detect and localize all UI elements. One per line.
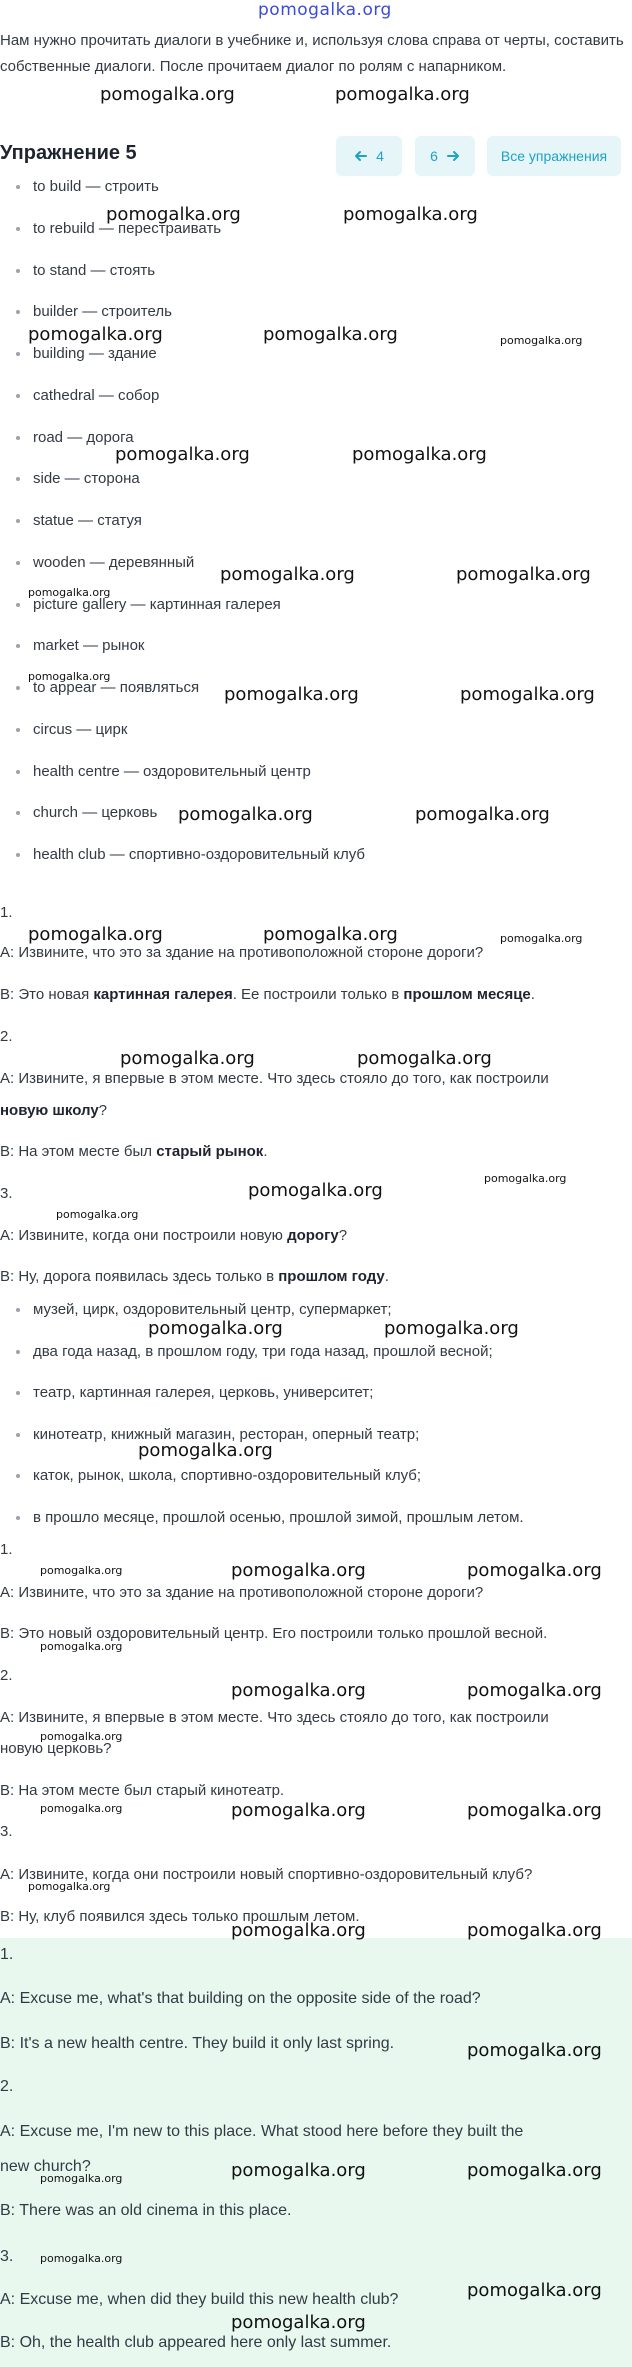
dialog-highlight: новую школу: [0, 1102, 99, 1119]
dialog-line: [0, 1268, 389, 1285]
watermark: pomogalka.org: [467, 2160, 602, 2181]
watermark: pomogalka.org: [40, 2172, 123, 2185]
watermark: pomogalka.org: [28, 924, 163, 945]
list-item: wooden — деревянный: [0, 552, 632, 594]
dialog-line: B: There was an old cinema in this place.: [0, 2202, 292, 2219]
watermark: pomogalka.org: [40, 1730, 123, 1743]
list-item: в прошло месяце, прошлой осенью, прошлой зимой, прошлым летом.: [0, 1507, 632, 1549]
watermark: pomogalka.org: [231, 1800, 366, 1821]
watermark: pomogalka.org: [460, 684, 595, 705]
watermark: pomogalka.org: [115, 444, 250, 465]
all-exercises-button[interactable]: [487, 136, 621, 176]
list-item: каток, рынок, школа, спортивно-оздоровительный клуб;: [0, 1465, 632, 1507]
dialog-line: [0, 1227, 347, 1244]
list-item: market — рынок: [0, 635, 632, 677]
dialog-line: [0, 986, 535, 1003]
watermark: pomogalka.org: [231, 1920, 366, 1941]
dialog-text: . Ее построили только в: [232, 986, 404, 1003]
dialog-text: ?: [338, 1227, 348, 1244]
list-item: road — дорога: [0, 427, 632, 469]
dialog-line: В: На этом месте был старый кинотеатр.: [0, 1782, 285, 1799]
watermark: pomogalka.org: [335, 84, 470, 105]
watermark: pomogalka.org: [40, 1564, 123, 1577]
watermark: pomogalka.org: [467, 1800, 602, 1821]
dialog-text: .: [530, 986, 535, 1003]
watermark: pomogalka.org: [40, 2252, 123, 2265]
page-title: Упражнение 5: [0, 142, 137, 164]
list-item: building — здание: [0, 343, 632, 385]
list-item: to appear — появляться: [0, 677, 632, 719]
dialog-text: В: Ну, дорога появилась здесь только в: [0, 1268, 279, 1285]
arrow-right-icon: [446, 149, 460, 163]
watermark: pomogalka.org: [456, 564, 591, 585]
watermark: pomogalka.org: [231, 1560, 366, 1581]
watermark: pomogalka.org: [384, 1318, 519, 1339]
watermark: pomogalka.org: [28, 1880, 111, 1893]
dialog-text: .: [263, 1143, 268, 1160]
dialog-text: .: [384, 1268, 389, 1285]
watermark: pomogalka.org: [415, 804, 550, 825]
dialog-line: A: Excuse me, I'm new to this place. What stood here before they built the: [0, 2123, 524, 2140]
dialog-number: 1.: [0, 904, 13, 921]
dialog-line: A: Excuse me, when did they build this new health club?: [0, 2291, 399, 2308]
dialog-number: 3.: [0, 2248, 14, 2265]
watermark: pomogalka.org: [357, 1048, 492, 1069]
dialog-highlight: старый рынок: [156, 1143, 264, 1160]
dialog-text: В: Это новая: [0, 986, 94, 1003]
watermark: pomogalka.org: [231, 1680, 366, 1701]
phrases-list: [0, 1299, 632, 1548]
watermark: pomogalka.org: [484, 1172, 567, 1185]
dialog-highlight: прошлом месяце: [403, 986, 531, 1003]
watermark: pomogalka.org: [263, 924, 398, 945]
watermark: pomogalka.org: [138, 1440, 273, 1461]
watermark: pomogalka.org: [467, 1920, 602, 1941]
watermark: pomogalka.org: [467, 2280, 602, 2301]
watermark: pomogalka.org: [224, 684, 359, 705]
prev-exercise-label: 4: [376, 148, 384, 164]
answer-block: [0, 1938, 632, 2367]
list-item: picture gallery — картинная галерея: [0, 594, 632, 636]
list-item: church — церковь: [0, 802, 632, 844]
watermark: pomogalka.org: [56, 1208, 139, 1221]
watermark: pomogalka.org: [220, 564, 355, 585]
dialog-text: В: На этом месте был: [0, 1143, 157, 1160]
dialog-line: new church?: [0, 2158, 91, 2175]
dialog-line: А: Извините, я впервые в этом месте. Что здесь стояло до того, как построили: [0, 1070, 549, 1087]
dialog-highlight: прошлом году: [278, 1268, 385, 1285]
watermark: pomogalka.org: [28, 670, 111, 683]
list-item: cathedral — собор: [0, 385, 632, 427]
prev-exercise-button[interactable]: [336, 136, 402, 176]
dialog-text: ?: [98, 1102, 108, 1119]
dialog-line: B: It's a new health centre. They build it only last spring.: [0, 2035, 395, 2052]
watermark: pomogalka.org: [231, 2312, 366, 2333]
watermark: pomogalka.org: [467, 1680, 602, 1701]
arrow-left-icon: [354, 149, 368, 163]
site-logo[interactable]: pomogalka.org: [258, 0, 392, 20]
dialog-line: А: Извините, я впервые в этом месте. Что здесь стояло до того, как построили: [0, 1709, 549, 1726]
list-item: health centre — оздоровительный центр: [0, 761, 632, 803]
list-item: side — сторона: [0, 468, 632, 510]
watermark: pomogalka.org: [248, 1180, 383, 1201]
watermark: pomogalka.org: [28, 586, 111, 599]
watermark: pomogalka.org: [500, 932, 583, 945]
watermark: pomogalka.org: [28, 324, 163, 345]
dialog-line: А: Извините, когда они построили новый спортивно-оздоровительный клуб?: [0, 1866, 533, 1883]
dialog-line: B: Oh, the health club appeared here only last summer.: [0, 2334, 392, 2351]
dialog-number: 3.: [0, 1185, 13, 1202]
list-item: два года назад, в прошлом году, три года назад, прошлой весной;: [0, 1341, 632, 1383]
dialog-number: 2.: [0, 2078, 14, 2095]
list-item: to rebuild — перестраивать: [0, 218, 632, 260]
list-item: to build — строить: [0, 176, 632, 218]
watermark: pomogalka.org: [178, 804, 313, 825]
dialog-number: 1.: [0, 1946, 14, 1963]
dialog-line: [0, 1143, 267, 1160]
next-exercise-label: 6: [430, 148, 438, 164]
dialog-number: 1.: [0, 1541, 13, 1558]
list-item: circus — цирк: [0, 719, 632, 761]
vocabulary-list: [0, 176, 632, 886]
watermark: pomogalka.org: [40, 1640, 123, 1653]
list-item: builder — строитель: [0, 301, 632, 343]
watermark: pomogalka.org: [231, 2160, 366, 2181]
watermark: pomogalka.org: [148, 1318, 283, 1339]
watermark: pomogalka.org: [263, 324, 398, 345]
watermark: pomogalka.org: [100, 84, 235, 105]
list-item: кинотеатр, книжный магазин, ресторан, оперный театр;: [0, 1424, 632, 1466]
list-item: health club — спортивно-оздоровительный клуб: [0, 844, 632, 886]
dialog-line: новую церковь?: [0, 1740, 112, 1757]
dialog-line: А: Извините, что это за здание на противоположной стороне дороги?: [0, 944, 484, 961]
watermark: pomogalka.org: [106, 204, 241, 225]
watermark: pomogalka.org: [40, 1802, 123, 1815]
list-item: statue — статуя: [0, 510, 632, 552]
dialog-number: 2.: [0, 1028, 13, 1045]
dialog-line: А: Извините, что это за здание на противоположной стороне дороги?: [0, 1584, 484, 1601]
list-item: музей, цирк, оздоровительный центр, супермаркет;: [0, 1299, 632, 1341]
dialog-line: В: Это новый оздоровительный центр. Его построили только прошлой весной.: [0, 1625, 548, 1642]
task-description: Нам нужно прочитать диалоги в учебнике и, используя слова справа от черты, составить собственные диалоги. После прочитаем диалог по ролям с напарником.: [0, 32, 624, 75]
dialog-highlight: картинная галерея: [93, 986, 233, 1003]
dialog-text: А: Извините, когда они построили новую: [0, 1227, 288, 1244]
dialog-line: A: Excuse me, what's that building on the opposite side of the road?: [0, 1990, 481, 2007]
watermark: pomogalka.org: [120, 1048, 255, 1069]
dialog-number: 3.: [0, 1823, 13, 1840]
watermark: pomogalka.org: [467, 1560, 602, 1581]
all-exercises-label: Все упражнения: [500, 148, 608, 164]
dialog-line: [0, 1102, 107, 1119]
watermark: pomogalka.org: [467, 2040, 602, 2061]
list-item: to stand — стоять: [0, 260, 632, 302]
dialog-number: 2.: [0, 1667, 13, 1684]
next-exercise-button[interactable]: [415, 136, 475, 176]
watermark: pomogalka.org: [500, 334, 583, 347]
list-item: театр, картинная галерея, церковь, университет;: [0, 1382, 632, 1424]
watermark: pomogalka.org: [352, 444, 487, 465]
watermark: pomogalka.org: [343, 204, 478, 225]
dialog-line: В: Ну, клуб появился здесь только прошлым летом.: [0, 1908, 360, 1925]
dialog-highlight: дорогу: [287, 1227, 339, 1244]
